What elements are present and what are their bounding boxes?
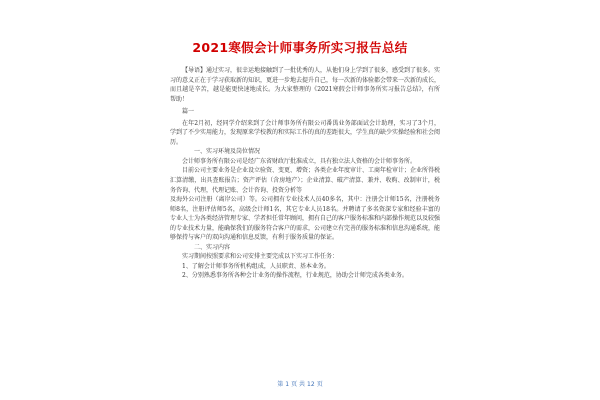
- body-paragraph: 在年2月初，经同学介绍来到了会计师事务所有限公司番禺业务部面试会计助理，实习了3个月，学到了不少实用能力，发现原来学校教的和实际工作的真的差距很大，学生真的缺少实操经验和社会阅历。: [170, 119, 441, 146]
- intro-paragraph: 【导语】通过实习，很幸运地接触到了一批优秀的人，从他们身上学到了很多，感受到了很多。实习的意义正在于学习获取新的知识，更进一步地去提升自己，每一次新的体验都会带来一次新的成长，而且越是辛苦，越是能更快速地成长。为大家整理的《2021寒假会计师事务所实习报告总结》，有所帮助！: [170, 67, 441, 103]
- body-paragraph: 实习期间按照要求和公司安排主要完成以下实习工作任务：: [182, 253, 339, 261]
- footer-total-pages: 12: [307, 381, 315, 388]
- body-paragraph: 会计师事务所有限公司是经广东省财政厅批准成立，具有独立法人资格的会计师事务所。: [182, 157, 417, 165]
- footer-page-word: 第: [277, 381, 284, 388]
- page-footer: [0, 379, 600, 388]
- section-heading: 二、实习内容: [194, 243, 231, 251]
- section-heading: 一、实习环境及岗位情况: [194, 148, 261, 156]
- footer-total-word: 页: [316, 381, 323, 388]
- body-paragraph: 及海外公司注册（离岸公司）等。公司拥有专业技术人员40多名，其中：注册会计师15名，注册税务师8名，注册评估师5名，高级会计师1名，其它专业人员18名。并聘请了多名资深专家和经验丰富的专业人士为各类经济管理专家、学者担任常年顾问，拥有自己的客户服务标准和内部操作规范以及较强的专业技术力量，能确保我们的服务符合客户的需求，公司建立有完善的服务标准和信息沟通系统，能够保持与客户的双向沟通和信息反馈，有利于服务质量的保证。: [170, 196, 441, 242]
- body-paragraph: 目前公司主要业务是企业设立验资、变更、增资；各类企业年度审计、工商年检审计；企业所得税汇算清缴，出具查账报告；资产评估（含房地产）；企业清算、破产清算、兼并、收购、改制审计，税务咨询、代理，代理记账、会计咨询、投资分析等: [170, 167, 441, 194]
- footer-separator: 页 共: [291, 381, 306, 388]
- section-label: 篇一: [182, 107, 195, 115]
- list-item: 1、了解会计师事务所机构组成，人员职责、基本业务。: [182, 262, 330, 270]
- footer-page-number: 1: [285, 381, 290, 388]
- document-title: 2021寒假会计师事务所实习报告总结: [192, 40, 408, 55]
- document-body: [170, 66, 440, 281]
- list-item: 2、分别熟悉事务所各种会计业务的操作流程，行业规范，协助会计师完成各类业务。: [182, 272, 408, 280]
